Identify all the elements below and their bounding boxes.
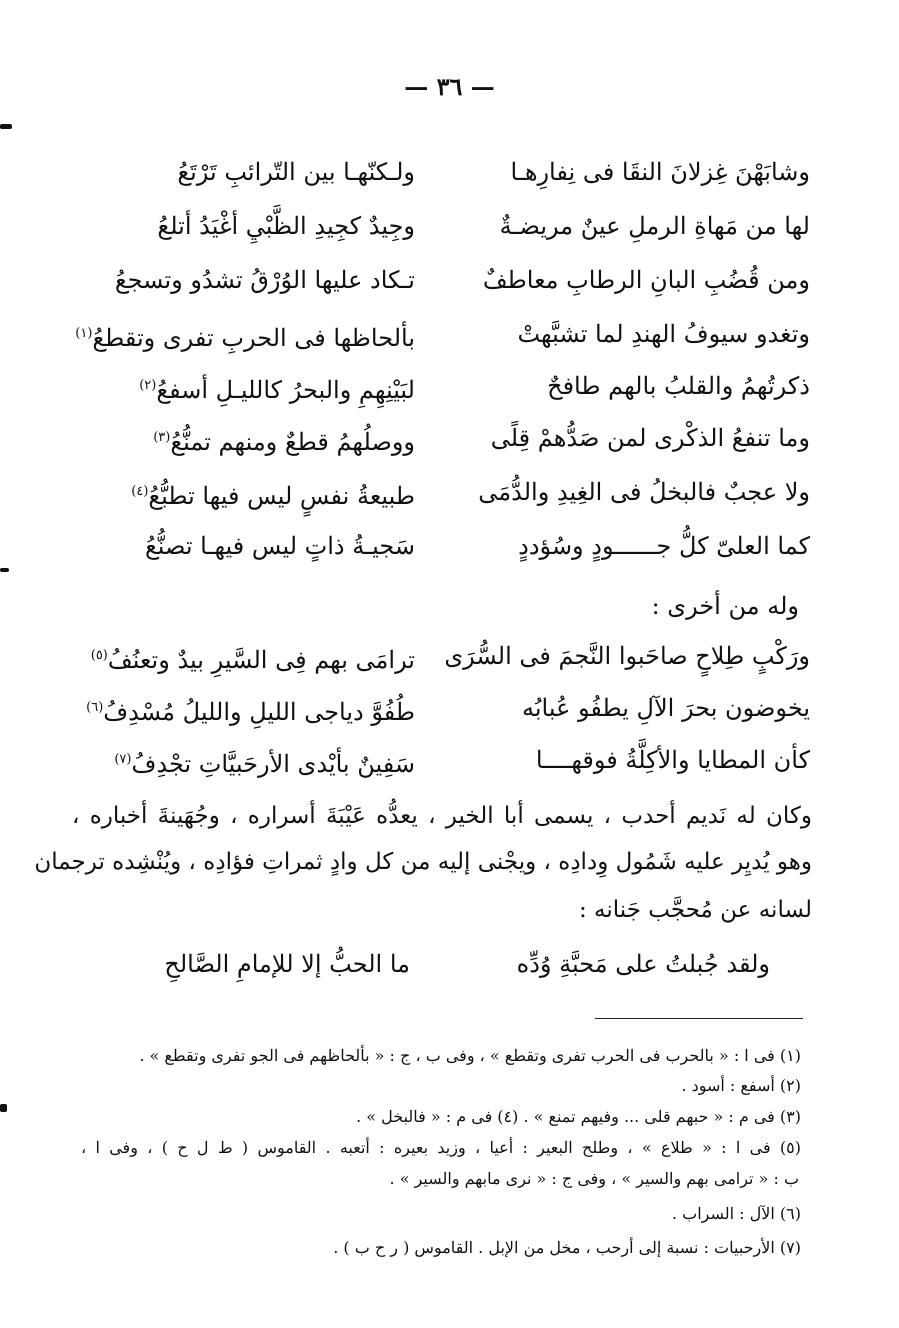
- verse-hemistich-first: لها من مَهاةِ الرملِ عينٌ مريضـةٌ: [499, 212, 810, 240]
- verse-text: سَفِينٌ بأيْدى الأرحَبيَّاتِ تجْدِفُ: [131, 750, 415, 778]
- verse-line: [90, 526, 810, 566]
- verse-line: [90, 636, 810, 676]
- prose-line: وكان له نَديم أحدب ، يسمى أبا الخير ، يعدُّه عَيْبَةَ أسراره ، وجُهَينةَ أخباره ،: [72, 803, 812, 829]
- verse-hemistich-first: كما العلىّ كلُّ جــــــودٍ وسُؤددٍ: [518, 532, 810, 560]
- footnote-marker: (٧): [114, 752, 132, 767]
- scan-mark: [0, 1104, 7, 1112]
- verse-text: لبَيْنِهِمِ والبحرُ كالليـلِ أسفعُ: [156, 376, 415, 404]
- prose-line: لسانه عن مُحجَّب جَنانه :: [579, 897, 812, 923]
- verse-hemistich-first: كأن المطايا والأكِلَّةُ فوقهــــا: [535, 746, 810, 774]
- footnote-marker: (٣): [153, 430, 171, 445]
- verse-hemistich-second: ما الحبُّ إلا للإمامِ الصَّالحِ: [164, 950, 410, 978]
- verse-line: [90, 152, 810, 192]
- verse-hemistich-first: وشابَهْنَ غِزلانَ النقَا فى نِفارِهـا: [510, 158, 810, 186]
- verse-line: [90, 944, 810, 984]
- footnote: (٥) فى ا : « طلاع » ، وطلح البعير : أعيا ، وزيد بعيره : أتعبه . القاموس ( ط ل ح ) ، وفى ا ،: [81, 1138, 801, 1157]
- verse-line: [90, 260, 810, 300]
- footnote-marker: (١): [75, 326, 93, 341]
- verse-line: [90, 472, 810, 512]
- verse-hemistich-second: [85, 418, 415, 462]
- footnote-marker: (٢): [139, 378, 157, 393]
- footnote-marker: (٦): [86, 700, 104, 715]
- verse-hemistich-first: وما تنفعُ الذكْرى لمن صَدُّهمْ قِلًى: [490, 424, 810, 452]
- verse-line: [90, 366, 810, 406]
- verse-hemistich-first: وتغدو سيوفُ الهندِ لما تشبَّهتْ: [517, 320, 810, 348]
- footnote: (٣) فى م : « حبهم قلى ... وفيهم تمنع » . (٤) فى م : « فالبخل » .: [356, 1107, 801, 1126]
- footnote: (٢) أسفع : أسود .: [681, 1076, 801, 1095]
- verse-hemistich-second: [75, 314, 415, 358]
- verse-hemistich-second: [85, 740, 415, 784]
- verse-hemistich-first: ورَكْبٍ طِلاحٍ صاحَبوا النَّجمَ فى السُّرَى: [444, 642, 810, 670]
- footnote-marker: (٥): [90, 648, 108, 663]
- verse-hemistich-second: وجِيدٌ كجِيدِ الظَّبْيِ أغْيَدُ أتلعُ: [157, 212, 415, 240]
- verse-line: [90, 740, 810, 780]
- verse-hemistich-second: [85, 688, 415, 732]
- verse-hemistich-second: ولـكنّهـا بين التّرائبِ تَرْتَعُ: [177, 158, 415, 186]
- verse-line: [90, 418, 810, 458]
- verse-hemistich-second: [85, 636, 415, 680]
- footnote: ب : « ترامى بهم والسير » ، وفى ج : « نرى مابهم والسير » .: [389, 1169, 799, 1188]
- footnote: (٦) الآل : السراب .: [671, 1204, 801, 1223]
- verse-text: ترامَى بهم فِى السَّيرِ بيدٌ وتعنُفُ: [107, 646, 415, 674]
- verse-text: طبيعةُ نفسٍ ليس فيها تطبُّعُ: [148, 482, 415, 510]
- verse-hemistich-first: يخوضون بحرَ الآلِ يطفُو عُبابُه: [521, 694, 810, 722]
- scan-mark: [0, 124, 12, 129]
- verse-hemistich-first: ومن قُضُبِ البانِ الرطابِ معاطفٌ: [482, 266, 810, 294]
- verse-hemistich-first: ولا عجبٌ فالبخلُ فى الغِيدِ والدُّمَى: [478, 478, 810, 506]
- verse-line: [90, 206, 810, 246]
- section-heading: وله من أخرى :: [651, 592, 799, 620]
- verse-hemistich-first: ولقد جُبلتُ على مَحبَّةِ وُدِّه: [516, 950, 770, 978]
- verse-line: [75, 314, 810, 354]
- verse-hemistich-first: ذكرتُهمُ والقلبُ بالهم طافحٌ: [547, 372, 810, 400]
- verse-hemistich-second: [85, 366, 415, 410]
- footnote: (٧) الأرحبيات : نسبة إلى أرحب ، مخل من الإبل . القاموس ( ر ح ب ) .: [333, 1238, 801, 1257]
- prose-line: وهو يُديِر عليه شَمُول وِدادِه ، ويجْنى إليه من كل وادٍ ثمراتِ فؤادِه ، ويُنْشِده ترجمان: [34, 849, 812, 875]
- verse-hemistich-second: سَجيـةُ ذاتٍ ليس فيهـا تصنُّعُ: [145, 532, 415, 560]
- page-number: — ٣٦ —: [404, 72, 495, 101]
- verse-text: بألحاظها فى الحربِ تفرى وتقطعُ: [92, 324, 415, 352]
- verse-text: طُفُوَّ دياجى الليلِ والليلُ مُسْدِفُ: [103, 698, 415, 726]
- footnote-separator: [595, 1018, 803, 1019]
- scan-mark: [0, 568, 9, 572]
- footnote-marker: (٤): [131, 484, 149, 499]
- verse-text: ووصلُهمُ قطعٌ ومنهم تمنُّعُ: [170, 428, 415, 456]
- verse-hemistich-second: [85, 472, 415, 516]
- footnote: (١) فى ا : « بالحرب فى الحرب تفرى وتقطع » ، وفى ب ، ج : « بألحاظهم فى الجو تفرى وتقطع » .: [139, 1046, 801, 1065]
- verse-line: [86, 688, 810, 728]
- verse-hemistich-second: تـكاد عليها الوُرْقُ تشدُو وتسجعُ: [114, 266, 415, 294]
